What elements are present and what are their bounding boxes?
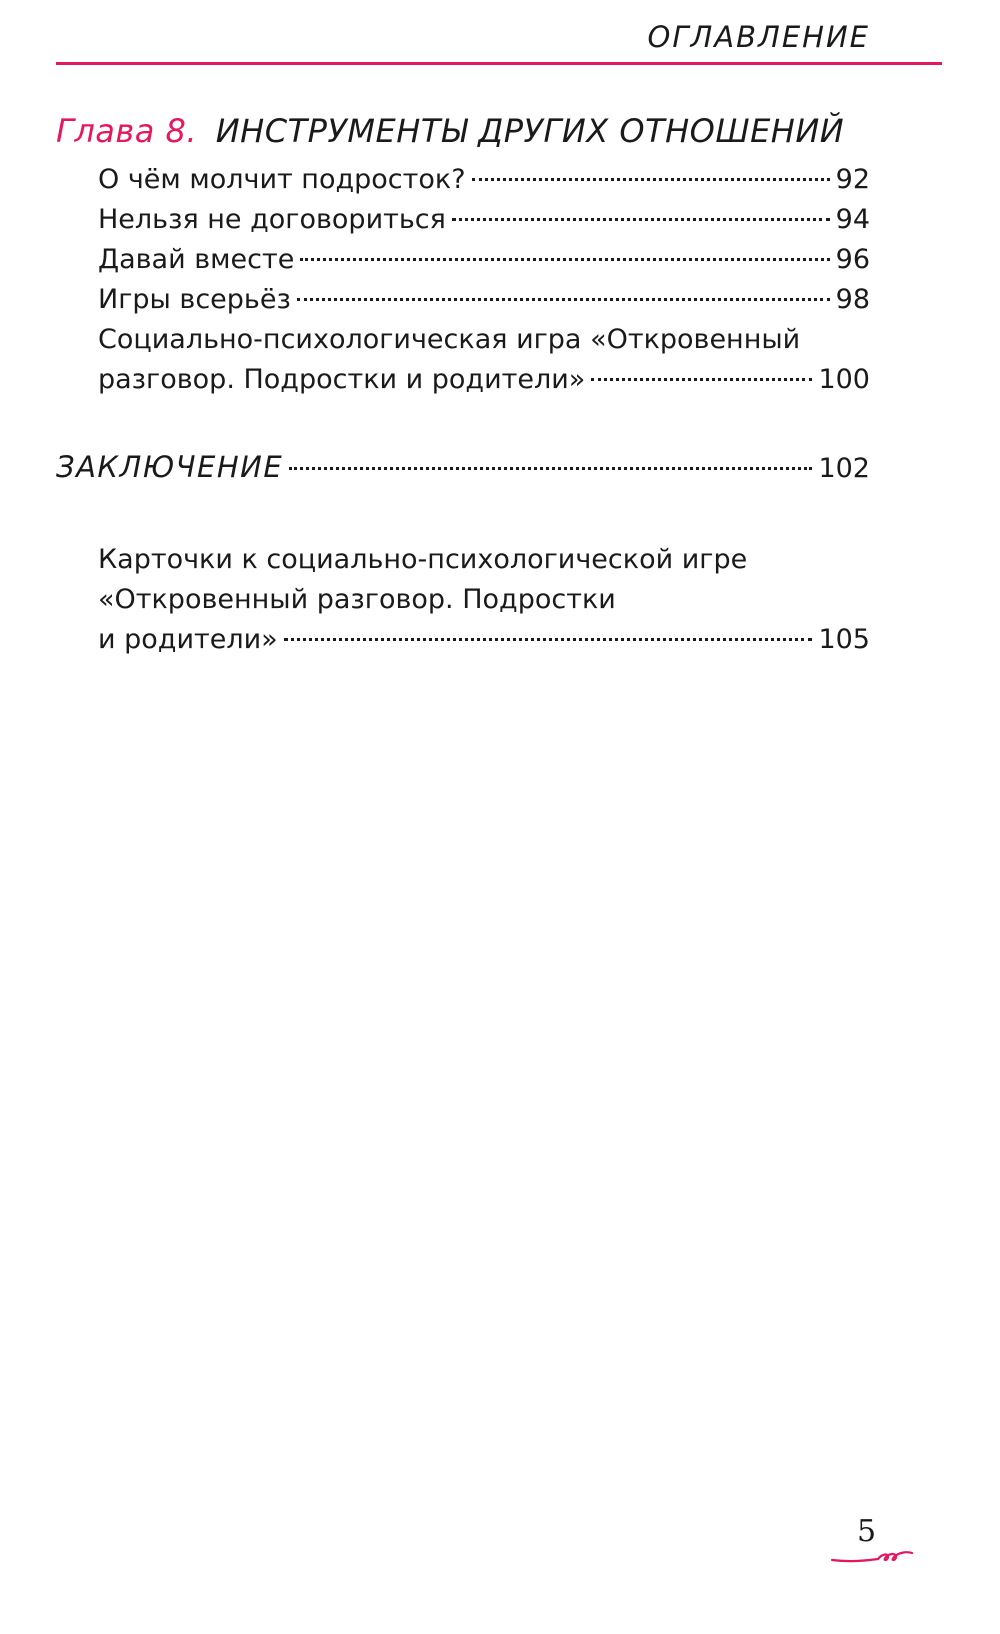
appendix-title-line: «Откровенный разговор. Подростки	[98, 584, 616, 615]
appendix-title-line: и родители»	[98, 624, 278, 655]
toc-entry-conclusion[interactable]	[56, 450, 870, 484]
toc-entry-page: 92	[835, 164, 870, 195]
page-number-flourish	[830, 1548, 914, 1566]
appendix-toc	[98, 540, 870, 660]
dot-leader	[289, 467, 812, 470]
dot-leader	[452, 218, 830, 221]
toc-entry-page: 94	[835, 204, 870, 235]
appendix-title-line: Карточки к социально-психологической игре	[98, 544, 748, 575]
dot-leader	[300, 258, 829, 261]
dot-leader	[472, 178, 830, 181]
toc-entry-page: 100	[818, 364, 870, 395]
toc-entry-title: Давай вместе	[98, 244, 295, 275]
appendix-page: 105	[818, 624, 870, 655]
toc-entry[interactable]	[98, 240, 870, 280]
toc-entry-title-line: Социально-психологическая игра «Откровенный	[98, 324, 801, 355]
toc-entry-title-line: разговор. Подростки и родители»	[98, 364, 586, 395]
page-number: 5	[857, 1514, 877, 1549]
toc-entry-title: Игры всерьёз	[98, 284, 291, 315]
chapter-toc	[98, 160, 870, 400]
toc-entry-page: 96	[835, 244, 870, 275]
toc-entry-appendix[interactable]	[98, 540, 870, 660]
header-rule	[56, 62, 942, 65]
appendix-last-line	[98, 620, 870, 660]
chapter-heading	[56, 112, 844, 150]
conclusion-page: 102	[818, 453, 870, 484]
toc-entry-multiline[interactable]	[98, 320, 870, 400]
chapter-name: ИНСТРУМЕНТЫ ДРУГИХ ОТНОШЕНИЙ	[215, 112, 845, 150]
toc-entry[interactable]	[98, 280, 870, 320]
toc-entry-title: Нельзя не договориться	[98, 204, 446, 235]
toc-entry[interactable]	[98, 200, 870, 240]
conclusion-title: ЗАКЛЮЧЕНИЕ	[56, 450, 284, 484]
toc-entry[interactable]	[98, 160, 870, 200]
toc-entry-last-line	[98, 360, 870, 400]
dot-leader	[591, 378, 812, 381]
chapter-label: Глава 8.	[56, 112, 198, 150]
toc-entry-page: 98	[835, 284, 870, 315]
running-header-title: ОГЛАВЛЕНИЕ	[647, 20, 870, 54]
dot-leader	[297, 298, 830, 301]
dot-leader	[284, 638, 813, 641]
toc-entry-title: О чём молчит подросток?	[98, 164, 466, 195]
